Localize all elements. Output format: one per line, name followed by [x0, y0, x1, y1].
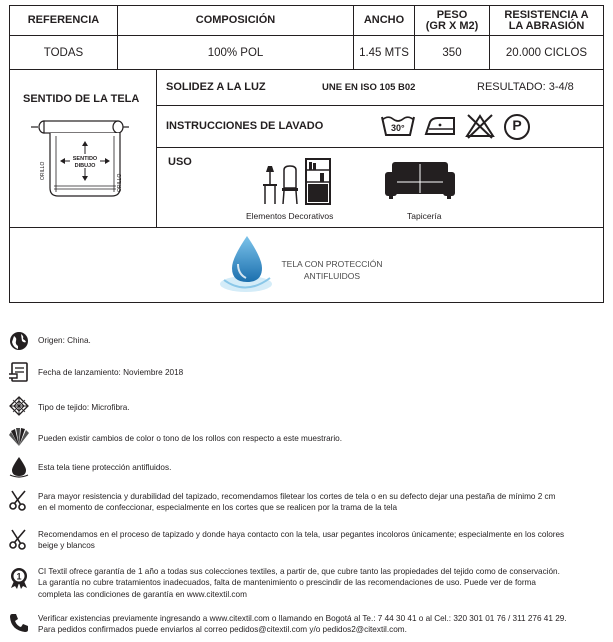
note-origen: Origen: China.	[38, 336, 91, 345]
value-resistencia: 20.000 CICLOS	[505, 46, 588, 59]
note-tejido: Tipo de tejido: Microfibra.	[38, 403, 130, 412]
phone-icon	[8, 612, 30, 634]
no-bleach-icon	[465, 113, 495, 139]
decor-furniture-icon	[260, 158, 332, 206]
svg-text:1: 1	[16, 571, 22, 582]
scissors-icon	[8, 489, 30, 511]
launch-date-icon	[8, 361, 30, 383]
note-filetear: Para mayor resistencia y durabilidad del tapizado, recomendamos filetear los cortes de tela o en su defecto dejar una pestaña de mínimo 2 cm en el momento de confeccionar, especialmente en los cortes que se realicen por la trama de la tela	[38, 492, 556, 513]
note-antifluidos: Esta tela tiene protección antifluidos.	[38, 463, 172, 472]
water-drop-icon	[216, 234, 278, 296]
guarantee-medal-icon	[8, 567, 30, 589]
uso-item-decorativos: Elementos Decorativos	[246, 211, 334, 221]
uso-label: USO	[168, 156, 192, 168]
sofa-icon	[384, 160, 456, 200]
sentido-title: SENTIDO DE LA TELA	[23, 93, 140, 105]
uso-item-tapiceria: Tapicería	[407, 211, 442, 221]
proteccion-label: TELA CON PROTECCIÓN ANTIFLUIDOS	[281, 259, 383, 281]
solidez-norma: UNE EN ISO 105 B02	[322, 82, 416, 93]
value-composicion: 100% POL	[207, 46, 264, 59]
solidez-label: SOLIDEZ A LA LUZ	[166, 81, 266, 93]
orillo-left-label: ORILLO	[40, 161, 46, 180]
wash-temp: 30°	[391, 123, 405, 133]
header-peso: PESO (GR X M2)	[425, 8, 479, 32]
weave-type-icon	[8, 395, 30, 417]
header-resistencia: RESISTENCIA A LA ABRASIÓN	[504, 8, 589, 32]
note-lanzamiento: Fecha de lanzamiento: Noviembre 2018	[38, 368, 184, 377]
iron-icon	[424, 116, 458, 136]
globe-icon	[8, 330, 30, 352]
header-composicion: COMPOSICIÓN	[195, 14, 276, 26]
note-garantia: CI Textil ofrece garantía de 1 año a todas sus colecciones textiles, a partir de, que cubre tanto las propiedades del tejido como de conservación. La garantía no cubre tratamientos inadecuados, falta de mantenimiento o prescindir de las recomendaciones de uso. Puede ver de forma completa las condiciones de garantía en www.citextil.com	[38, 567, 560, 599]
color-swatch-icon	[8, 426, 30, 448]
note-contacto: Verificar existencias previamente ingresando a www.citextil.com o llamando en Bogotá al Te.: 7 44 30 41 o al Cel.: 320 301 01 76 / 311 276 41 29. Para pedidos confirmados puede enviarlos al correo pedidos@citextil.com y/o pedidos2@citextil.com.	[38, 614, 567, 635]
value-referencia: TODAS	[43, 46, 84, 59]
value-ancho: 1.45 MTS	[359, 46, 409, 59]
note-color: Pueden existir cambios de color o tono de los rollos con respecto a este muestrario.	[38, 434, 343, 443]
orillo-right-label: ORILLO	[117, 173, 123, 192]
sentido-dibujo-label: SENTIDO DIBUJO	[72, 156, 98, 169]
lavado-label: INSTRUCCIONES DE LAVADO	[166, 120, 324, 132]
scissors-icon	[8, 528, 30, 550]
solidez-resultado: RESULTADO: 3-4/8	[477, 81, 574, 93]
note-pegantes: Recomendamos en el proceso de tapizado y donde haya contacto con la tela, usar pegantes incoloros únicamente; especialmente en los colores beige y blancos	[38, 530, 565, 551]
value-peso: 350	[442, 46, 462, 59]
header-ancho: ANCHO	[363, 14, 405, 26]
dry-clean-letter: P	[512, 117, 522, 133]
drop-icon	[8, 456, 30, 478]
header-referencia: REFERENCIA	[27, 14, 100, 26]
